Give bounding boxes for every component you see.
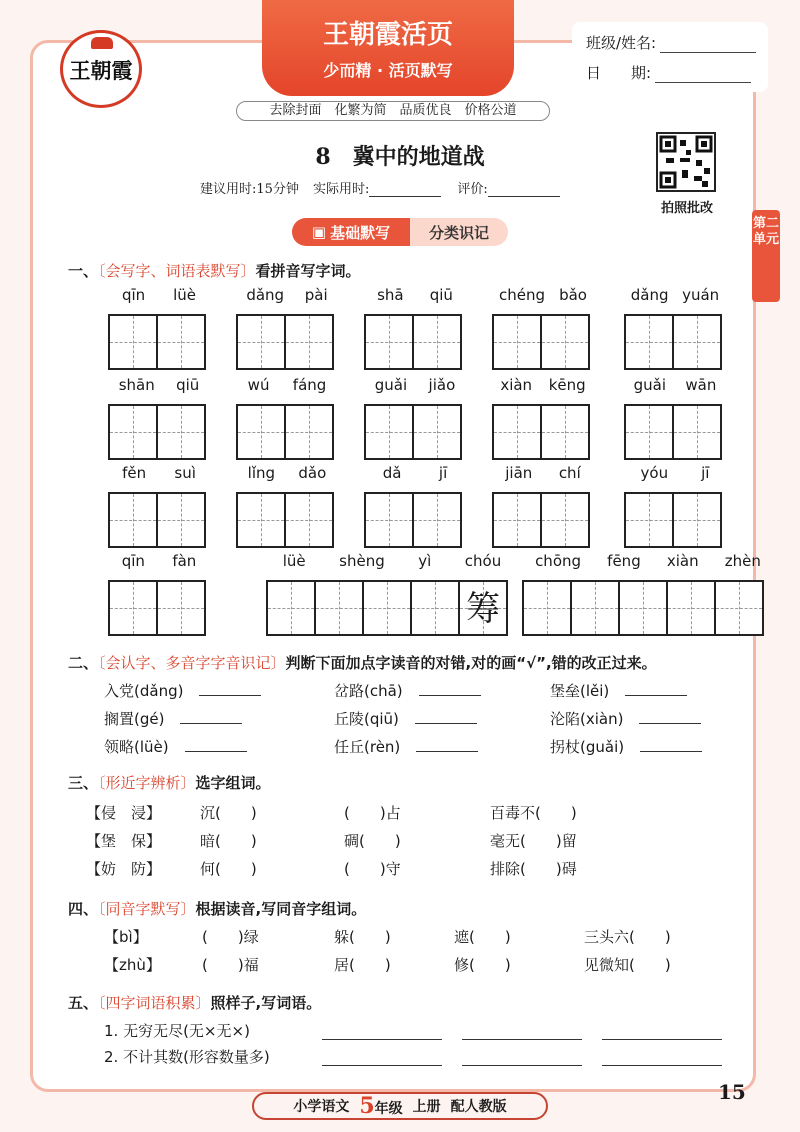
char-pair: 【妨 防】 xyxy=(86,860,162,878)
writing-cell[interactable] xyxy=(412,314,462,370)
writing-grid xyxy=(624,492,720,548)
cell-character xyxy=(626,406,672,458)
pinyin-syllable: shā xyxy=(377,286,404,304)
cell-character xyxy=(286,494,332,546)
writing-grid xyxy=(266,580,506,636)
pronunciation-item xyxy=(334,708,477,729)
cell-character xyxy=(414,494,460,546)
writing-cell[interactable] xyxy=(236,492,286,548)
section-3-heading: 三、〔形近字辨析〕选字组词。 xyxy=(68,774,271,792)
answer-line[interactable] xyxy=(602,1064,722,1066)
cell-character xyxy=(524,582,570,634)
writing-grid xyxy=(108,404,204,460)
date-field[interactable] xyxy=(655,69,751,83)
student-info-box xyxy=(572,22,768,92)
cell-character xyxy=(412,582,458,634)
writing-grid xyxy=(108,580,204,636)
cell-character xyxy=(674,406,720,458)
footer-volume: 上册 xyxy=(412,1099,441,1115)
writing-cell[interactable] xyxy=(672,404,722,460)
writing-cell[interactable] xyxy=(156,580,206,636)
pinyin-syllable: chóu xyxy=(464,552,502,570)
footer-subject: 小学语文 xyxy=(293,1099,350,1115)
pinyin-group xyxy=(364,464,466,482)
pronunciation-word: 入党(dǎng) xyxy=(104,682,184,700)
footer-grade-number: 5 xyxy=(359,1093,375,1119)
writing-cell[interactable] xyxy=(364,404,414,460)
pinyin-group xyxy=(492,376,594,394)
pinyin-group xyxy=(266,552,518,570)
fill-in-word[interactable]: 碉( ) xyxy=(344,832,401,850)
pinyin-syllable: shèng xyxy=(339,552,385,570)
writing-cell[interactable] xyxy=(266,580,316,636)
fill-in-word[interactable]: 何( ) xyxy=(200,860,257,878)
cell-character xyxy=(158,582,204,634)
pinyin-syllable: xiàn xyxy=(500,376,533,394)
writing-cell[interactable] xyxy=(492,404,542,460)
fill-in-word[interactable]: 见微知( ) xyxy=(584,956,671,974)
pronunciation-item xyxy=(550,736,702,757)
slogan: 去除封面 化繁为简 品质优良 价格公道 xyxy=(236,101,550,121)
pinyin-syllable: dǎo xyxy=(298,464,327,482)
fill-in-word[interactable]: 毫无( )留 xyxy=(490,832,577,850)
cell-character xyxy=(542,494,588,546)
writing-cell[interactable] xyxy=(156,314,206,370)
pinyin-syllable: jiān xyxy=(505,464,533,482)
writing-cell[interactable] xyxy=(108,404,158,460)
pinyin-group xyxy=(624,464,726,482)
writing-cell[interactable] xyxy=(412,404,462,460)
pinyin-label: 【bì】 xyxy=(104,928,148,946)
pinyin-syllable: jī xyxy=(701,464,710,482)
char-pair: 【堡 保】 xyxy=(86,832,162,850)
pinyin-group xyxy=(624,286,726,304)
pinyin-label: 【zhù】 xyxy=(104,956,161,974)
fill-in-word[interactable]: 排除( )碍 xyxy=(490,860,577,878)
fill-in-word[interactable]: 居( ) xyxy=(334,956,391,974)
pinyin-group xyxy=(108,376,210,394)
cell-character xyxy=(414,406,460,458)
pinyin-syllable: qīn xyxy=(121,286,146,304)
writing-cell[interactable] xyxy=(624,492,674,548)
writing-cell[interactable] xyxy=(714,580,764,636)
fill-in-word[interactable]: 三头六( ) xyxy=(584,928,671,946)
answer-blank[interactable] xyxy=(419,682,481,696)
pinyin-syllable: chí xyxy=(558,464,581,482)
pinyin-syllable: dǎng xyxy=(246,286,285,304)
pinyin-syllable: zhèn xyxy=(724,552,761,570)
writing-grid xyxy=(492,492,588,548)
cell-character xyxy=(626,316,672,368)
writing-cell[interactable] xyxy=(236,404,286,460)
answer-blank[interactable] xyxy=(180,710,242,724)
writing-cell[interactable] xyxy=(284,492,334,548)
footer-badge xyxy=(252,1092,548,1120)
writing-cell[interactable] xyxy=(364,314,414,370)
fill-in-word[interactable]: ( )守 xyxy=(344,860,401,878)
cell-character xyxy=(494,316,540,368)
page-number: 15 xyxy=(718,1080,746,1104)
fill-in-word[interactable]: 躲( ) xyxy=(334,928,391,946)
cell-character xyxy=(366,406,412,458)
pinyin-syllable: fěn xyxy=(122,464,147,482)
pinyin-group xyxy=(364,286,466,304)
pronunciation-word: 丘陵(qiū) xyxy=(334,710,399,728)
writing-grid xyxy=(364,404,460,460)
writing-cell[interactable] xyxy=(624,404,674,460)
writing-cell[interactable] xyxy=(672,314,722,370)
pinyin-group xyxy=(364,376,466,394)
pronunciation-item xyxy=(104,708,242,729)
writing-grid xyxy=(236,492,332,548)
pronunciation-item xyxy=(550,708,701,729)
evaluation-field[interactable] xyxy=(488,185,560,197)
pinyin-syllable: guǎi xyxy=(374,376,408,394)
writing-cell[interactable] xyxy=(156,404,206,460)
pinyin-syllable: kēng xyxy=(548,376,586,394)
cell-character xyxy=(158,406,204,458)
pinyin-syllable: suì xyxy=(174,464,196,482)
pinyin-group xyxy=(108,464,210,482)
answer-line[interactable] xyxy=(462,1064,582,1066)
pinyin-syllable: shān xyxy=(118,376,155,394)
cell-character xyxy=(110,406,156,458)
section-pill-label-sub: 分类识记 xyxy=(410,218,508,246)
cell-character xyxy=(238,406,284,458)
pinyin-syllable: jiǎo xyxy=(428,376,456,394)
writing-cell[interactable] xyxy=(618,580,668,636)
lesson-title: 8 冀中的地道战 xyxy=(315,144,485,170)
header-banner xyxy=(262,0,514,96)
answer-blank[interactable] xyxy=(416,738,478,752)
pinyin-group xyxy=(492,286,594,304)
writing-grid xyxy=(522,580,762,636)
writing-cell[interactable] xyxy=(672,492,722,548)
pronunciation-word: 拐杖(guǎi) xyxy=(550,738,625,756)
section-1-heading: 一、〔会写字、词语表默写〕看拼音写字词。 xyxy=(68,262,361,280)
cell-character xyxy=(674,494,720,546)
answer-blank[interactable] xyxy=(415,710,477,724)
answer-line[interactable] xyxy=(462,1038,582,1040)
writing-cell[interactable] xyxy=(284,314,334,370)
pinyin-syllable: yóu xyxy=(640,464,669,482)
writing-grid xyxy=(364,492,460,548)
writing-grid xyxy=(236,314,332,370)
writing-grid xyxy=(624,314,720,370)
answer-blank[interactable] xyxy=(639,710,701,724)
cell-character xyxy=(542,316,588,368)
class-name-field[interactable] xyxy=(660,39,756,53)
cell-character xyxy=(542,406,588,458)
section-2-heading: 二、〔会认字、多音字字音识记〕判断下面加点字读音的对错,对的画“√”,错的改正过来。 xyxy=(68,654,657,672)
pronunciation-word: 搁置(gé) xyxy=(104,710,165,728)
answer-blank[interactable] xyxy=(640,738,702,752)
pinyin-syllable: fēng xyxy=(607,552,641,570)
pinyin-syllable: yì xyxy=(418,552,432,570)
writing-cell[interactable] xyxy=(458,580,508,636)
fill-in-word[interactable]: 百毒不( ) xyxy=(490,804,577,822)
pinyin-group xyxy=(522,552,774,570)
writing-grid xyxy=(492,404,588,460)
writing-grid xyxy=(236,404,332,460)
cell-character xyxy=(716,582,762,634)
pronunciation-word: 堡垒(lěi) xyxy=(550,682,610,700)
writing-grid xyxy=(108,314,204,370)
cell-character xyxy=(238,316,284,368)
writing-cell[interactable] xyxy=(108,314,158,370)
pronunciation-item xyxy=(550,680,687,701)
pinyin-syllable: qīn xyxy=(121,552,145,570)
pinyin-syllable: pài xyxy=(304,286,328,304)
pronunciation-item xyxy=(334,736,478,757)
fill-in-word[interactable]: ( )福 xyxy=(202,956,259,974)
time-info xyxy=(200,178,560,197)
pinyin-group xyxy=(236,464,338,482)
pinyin-group xyxy=(236,376,338,394)
section-pill-label-main: 基础默写 xyxy=(330,223,391,242)
fill-in-word[interactable]: 暗( ) xyxy=(200,832,257,850)
pronunciation-item xyxy=(334,680,481,701)
pinyin-group xyxy=(108,286,210,304)
example-phrase: 1. 无穷无尽(无×无×) xyxy=(104,1022,250,1040)
writing-cell[interactable] xyxy=(108,580,158,636)
writing-cell[interactable] xyxy=(540,492,590,548)
cell-character xyxy=(110,316,156,368)
cell-character xyxy=(494,406,540,458)
writing-cell[interactable] xyxy=(236,314,286,370)
writing-cell[interactable] xyxy=(410,580,460,636)
pinyin-group xyxy=(624,376,726,394)
pinyin-syllable: guǎi xyxy=(633,376,667,394)
cell-character xyxy=(572,582,618,634)
footer-edition: 配人教版 xyxy=(450,1099,507,1115)
cell-character xyxy=(110,582,156,634)
cell-character xyxy=(626,494,672,546)
answer-blank[interactable] xyxy=(185,738,247,752)
cell-character: 筹 xyxy=(466,589,500,629)
fill-in-word[interactable]: ( )占 xyxy=(344,804,401,822)
cell-character xyxy=(158,494,204,546)
pinyin-group xyxy=(492,464,594,482)
writing-cell[interactable] xyxy=(412,492,462,548)
fill-in-word[interactable]: 遮( ) xyxy=(454,928,511,946)
evaluation-label: 评价: xyxy=(457,182,488,197)
answer-line[interactable] xyxy=(602,1038,722,1040)
suggested-time: 建议用时:15分钟 xyxy=(200,182,299,197)
pinyin-syllable: jī xyxy=(438,464,448,482)
pinyin-syllable: qiū xyxy=(429,286,453,304)
pinyin-syllable: fáng xyxy=(292,376,327,394)
pronunciation-word: 沦陷(xiàn) xyxy=(550,710,624,728)
section-4-heading: 四、〔同音字默写〕根据读音,写同音字组词。 xyxy=(68,900,367,918)
answer-line[interactable] xyxy=(322,1038,442,1040)
pinyin-syllable: chéng xyxy=(499,286,546,304)
pinyin-syllable: chōng xyxy=(535,552,582,570)
pinyin-syllable: bǎo xyxy=(559,286,587,304)
answer-line[interactable] xyxy=(322,1064,442,1066)
answer-blank[interactable] xyxy=(625,682,687,696)
cell-character xyxy=(366,316,412,368)
cell-character xyxy=(110,494,156,546)
writing-cell[interactable] xyxy=(570,580,620,636)
writing-cell[interactable] xyxy=(540,314,590,370)
writing-cell[interactable] xyxy=(156,492,206,548)
qr-code-icon[interactable] xyxy=(656,132,716,192)
writing-cell[interactable] xyxy=(492,492,542,548)
brand-title: 王朝霞活页 xyxy=(322,20,453,50)
brand-logo: 王朝霞 xyxy=(60,30,142,108)
pinyin-syllable: xiàn xyxy=(666,552,699,570)
cell-character xyxy=(674,316,720,368)
actual-time-label: 实际用时: xyxy=(312,182,370,197)
writing-cell[interactable] xyxy=(364,492,414,548)
pinyin-syllable: lǐng xyxy=(247,464,276,482)
writing-grid xyxy=(492,314,588,370)
section-pill xyxy=(292,218,508,246)
pinyin-syllable: dǎ xyxy=(382,464,402,482)
pinyin-syllable: wān xyxy=(685,376,717,394)
cell-character xyxy=(268,582,314,634)
cell-character xyxy=(158,316,204,368)
pinyin-syllable: dǎng xyxy=(630,286,669,304)
date-label: 日 期: xyxy=(586,64,652,82)
writing-cell[interactable] xyxy=(540,404,590,460)
crown-icon xyxy=(91,37,113,49)
pronunciation-word: 领略(lüè) xyxy=(104,738,169,756)
writing-grid xyxy=(108,492,204,548)
cell-character xyxy=(238,494,284,546)
pinyin-syllable: yuán xyxy=(682,286,720,304)
cell-character xyxy=(366,494,412,546)
pinyin-syllable: qiū xyxy=(176,376,200,394)
cell-character xyxy=(286,406,332,458)
book-icon: ▣ xyxy=(311,223,327,241)
fill-in-word[interactable]: 沉( ) xyxy=(200,804,257,822)
footer-grade-label: 年级 xyxy=(374,1101,403,1117)
pinyin-syllable: wú xyxy=(247,376,270,394)
pinyin-syllable: lüè xyxy=(282,552,306,570)
writing-cell[interactable] xyxy=(624,314,674,370)
actual-time-field[interactable] xyxy=(369,185,441,197)
qr-caption: 拍照批改 xyxy=(660,201,713,216)
pinyin-syllable: fàn xyxy=(172,552,197,570)
pronunciation-word: 岔路(chā) xyxy=(334,682,403,700)
cell-character xyxy=(286,316,332,368)
class-name-label: 班级/姓名: xyxy=(586,34,657,52)
writing-cell[interactable] xyxy=(108,492,158,548)
pinyin-group xyxy=(108,552,210,570)
section-5-heading: 五、〔四字词语积累〕照样子,写词语。 xyxy=(68,994,322,1012)
example-phrase: 2. 不计其数(形容数量多) xyxy=(104,1048,270,1066)
pronunciation-item xyxy=(104,680,261,701)
unit-tab: 第二单元 xyxy=(752,210,780,302)
char-pair: 【侵 浸】 xyxy=(86,804,162,822)
fill-in-word[interactable]: 修( ) xyxy=(454,956,511,974)
writing-cell[interactable] xyxy=(362,580,412,636)
cell-character xyxy=(668,582,714,634)
pronunciation-word: 任丘(rèn) xyxy=(334,738,401,756)
writing-cell[interactable] xyxy=(314,580,364,636)
cell-character xyxy=(316,582,362,634)
cell-character xyxy=(494,494,540,546)
writing-cell[interactable] xyxy=(492,314,542,370)
pinyin-syllable: lüè xyxy=(173,286,197,304)
writing-cell[interactable] xyxy=(522,580,572,636)
writing-cell[interactable] xyxy=(666,580,716,636)
writing-grid xyxy=(364,314,460,370)
cell-character xyxy=(414,316,460,368)
brand-subtitle: 少而精 · 活页默写 xyxy=(323,61,453,80)
pronunciation-item xyxy=(104,736,247,757)
answer-blank[interactable] xyxy=(199,682,261,696)
pinyin-group xyxy=(236,286,338,304)
cell-character xyxy=(364,582,410,634)
writing-grid xyxy=(624,404,720,460)
cell-character xyxy=(620,582,666,634)
fill-in-word[interactable]: ( )绿 xyxy=(202,928,259,946)
writing-cell[interactable] xyxy=(284,404,334,460)
